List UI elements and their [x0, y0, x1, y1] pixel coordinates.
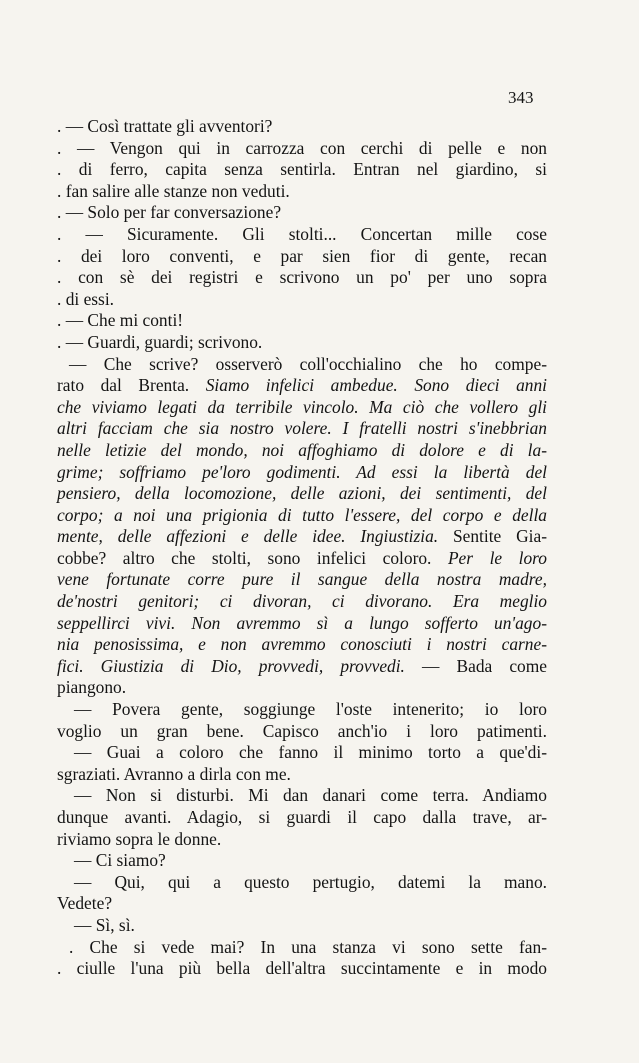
- text-line: [57, 591, 547, 613]
- text-segment: . — Così trattate gli avventori?: [57, 116, 273, 136]
- page-number: 343: [508, 88, 534, 107]
- italic-text: nelle letizie del mondo, noi affoghiamo di dolore e di la-: [57, 439, 547, 460]
- text-line: [57, 289, 547, 311]
- text-segment: sgraziati. Avranno a dirla con me.: [57, 763, 291, 784]
- text-line: [57, 677, 547, 699]
- text-segment: . di essi.: [57, 288, 115, 309]
- italic-text: Siamo infelici ambedue. Sono dieci anni: [205, 375, 547, 396]
- text-line: [57, 937, 547, 959]
- text-segment: . fan salire alle stanze non veduti.: [57, 180, 290, 201]
- text-line: [57, 742, 547, 764]
- text-segment: . — Solo per far conversazione?: [57, 202, 282, 223]
- text-segment: — Guai a coloro che fanno il minimo torto a que'di-: [74, 742, 547, 763]
- text-segment: — Povera gente, soggiunge l'oste intenerito; io loro: [74, 699, 547, 720]
- text-segment: Sentite Gia-: [438, 526, 547, 547]
- text-segment: — Che scrive? osserverò coll'occhialino che ho compe-: [69, 353, 547, 374]
- text-segment: riviamo sopra le donne.: [57, 828, 222, 849]
- text-segment: — Qui, qui a questo pertugio, datemi la mano.: [74, 871, 547, 892]
- text-segment: cobbe? altro che stolti, sono infelici coloro.: [57, 547, 448, 568]
- text-line: [57, 440, 547, 462]
- text-line: [57, 246, 547, 268]
- text-line: [57, 375, 547, 397]
- italic-text: che viviamo legati da terribile vincolo. Ma ciò che vollero gli: [57, 396, 547, 417]
- text-line: [57, 548, 547, 570]
- italic-text: de'nostri genitori; ci divoran, ci divorano. Era meglio: [57, 591, 547, 612]
- italic-text: corpo; a noi una prigionia di tutto l'essere, del corpo e della: [57, 504, 547, 525]
- text-line: [57, 354, 547, 376]
- text-segment: voglio un gran bene. Capisco anch'io i loro patimenti.: [57, 720, 547, 741]
- text-line: [57, 526, 547, 548]
- text-line: [57, 764, 547, 786]
- text-line: [57, 116, 547, 138]
- italic-text: nia penosissima, e non avremmo conosciuti i nostri carne-: [57, 634, 547, 655]
- italic-text: grime; soffriamo pe'loro godimenti. Ad essi la libertà del: [57, 461, 547, 482]
- text-segment: . — Che mi conti!: [57, 310, 184, 331]
- text-segment: dunque avanti. Adagio, si guardi il capo dalla trave, ar-: [57, 807, 547, 827]
- text-segment: . — Guardi, guardi; scrivono.: [57, 331, 263, 352]
- text-segment: . di ferro, capita senza sentirla. Entran nel giardino, si: [57, 159, 547, 180]
- text-segment: — Sì, sì.: [74, 914, 135, 935]
- italic-text: Per le loro: [447, 547, 547, 568]
- text-line: [57, 159, 547, 181]
- text-line: [57, 807, 547, 829]
- text-line: [57, 634, 547, 656]
- italic-text: fici. Giustizia di Dio, provvedi, provvedi.: [57, 655, 405, 676]
- text-line: [57, 721, 547, 743]
- text-line: [57, 893, 547, 915]
- text-line: [57, 850, 547, 872]
- italic-text: mente, delle affezioni e delle idee. Ingiustizia.: [57, 526, 439, 547]
- text-segment: piangono.: [57, 677, 127, 698]
- text-line: [57, 613, 547, 635]
- italic-text: vene fortunate corre pure il sangue della nostra madre,: [57, 569, 547, 590]
- text-line: [57, 181, 547, 203]
- text-segment: — Bada come: [404, 655, 547, 676]
- text-line: [57, 202, 547, 224]
- text-line: [57, 267, 547, 289]
- text-line: [57, 505, 547, 527]
- text-line: [57, 332, 547, 354]
- text-line: [57, 462, 547, 484]
- text-line: [57, 397, 547, 419]
- text-line: [57, 138, 547, 160]
- text-line: [57, 483, 547, 505]
- italic-text: seppellirci vivi. Non avremmo sì a lungo sofferto un'ago-: [57, 612, 547, 633]
- text-line: [57, 310, 547, 332]
- text-line: [57, 785, 547, 807]
- text-line: [57, 656, 547, 678]
- text-line: [57, 224, 547, 246]
- text-segment: . — Sicuramente. Gli stolti... Concertan mille cose: [57, 223, 547, 244]
- text-line: [57, 958, 547, 980]
- text-line: [57, 872, 547, 894]
- text-segment: . con sè dei registri e scrivono un po' per uno sopra: [57, 267, 547, 288]
- text-segment: Vedete?: [57, 893, 113, 914]
- italic-text: pensiero, della locomozione, delle azioni, dei sentimenti, del: [57, 483, 547, 504]
- text-line: [57, 699, 547, 721]
- text-segment: . ciulle l'una più bella dell'altra succintamente e in modo: [57, 958, 547, 979]
- text-segment: . dei loro conventi, e par sien fior di gente, recan: [57, 245, 547, 266]
- text-segment: — Non si disturbi. Mi dan danari come terra. Andiamo: [74, 785, 547, 806]
- italic-text: altri facciam che sia nostro volere. I fratelli nostri s'inebbrian: [57, 418, 547, 439]
- body-text: [57, 116, 547, 980]
- text-line: [57, 915, 547, 937]
- text-segment: rato dal Brenta.: [57, 375, 206, 396]
- text-segment: . — Vengon qui in carrozza con cerchi di pelle e non: [57, 137, 547, 158]
- text-line: [57, 829, 547, 851]
- text-line: [57, 418, 547, 440]
- text-line: [57, 569, 547, 591]
- text-segment: — Ci siamo?: [74, 850, 166, 871]
- text-segment: . Che si vede mai? In una stanza vi sono sette fan-: [69, 936, 547, 957]
